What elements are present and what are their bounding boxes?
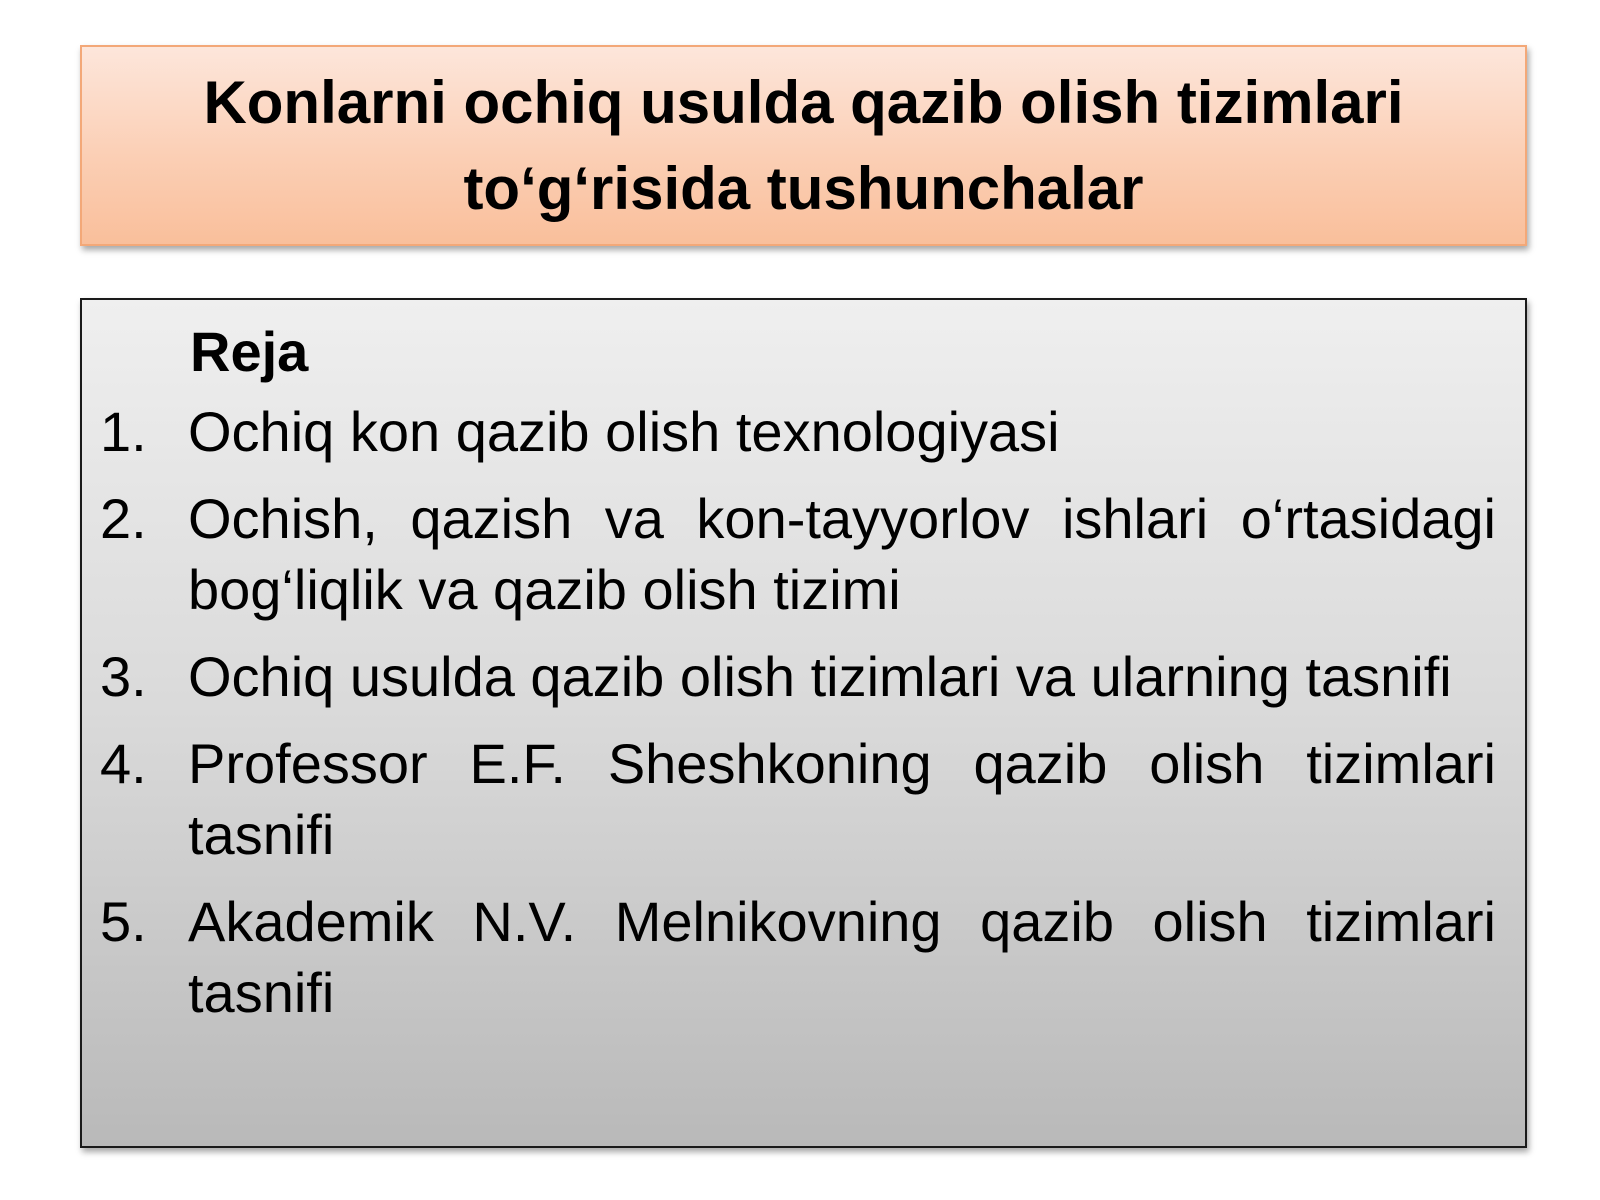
slide-title-line-1: Konlarni ochiq usulda qazib olish tizimlari: [203, 68, 1404, 136]
plan-item-number: 1.: [100, 400, 147, 463]
plan-item-2: [100, 483, 1496, 625]
slide-title-line-2: to‘g‘risida tushunchalar: [463, 154, 1144, 222]
plan-item-4: [100, 728, 1496, 870]
plan-item-3: [100, 641, 1496, 712]
plan-item-text: Akademik N.V. Melnikovning qazib olish tizimlari tasnifi: [188, 890, 1496, 1024]
plan-heading: Reja: [190, 320, 309, 383]
plan-item-text: Professor E.F. Sheshkoning qazib olish tizimlari tasnifi: [188, 732, 1496, 866]
plan-item-number: 5.: [100, 890, 147, 953]
plan-item-number: 4.: [100, 732, 147, 795]
plan-content-box: [80, 298, 1527, 1148]
plan-item-text: Ochiq usulda qazib olish tizimlari va ularning tasnifi: [188, 645, 1452, 708]
plan-list: [100, 396, 1496, 1044]
plan-item-1: [100, 396, 1496, 467]
plan-item-number: 3.: [100, 645, 147, 708]
plan-item-number: 2.: [100, 487, 147, 550]
slide-title-box: [80, 45, 1527, 246]
plan-item-text: Ochiq kon qazib olish texnologiyasi: [188, 400, 1060, 463]
plan-item-text: Ochish, qazish va kon-tayyorlov ishlari o‘rtasidagi bog‘liqlik va qazib olish tizimi: [188, 487, 1496, 621]
plan-item-5: [100, 886, 1496, 1028]
